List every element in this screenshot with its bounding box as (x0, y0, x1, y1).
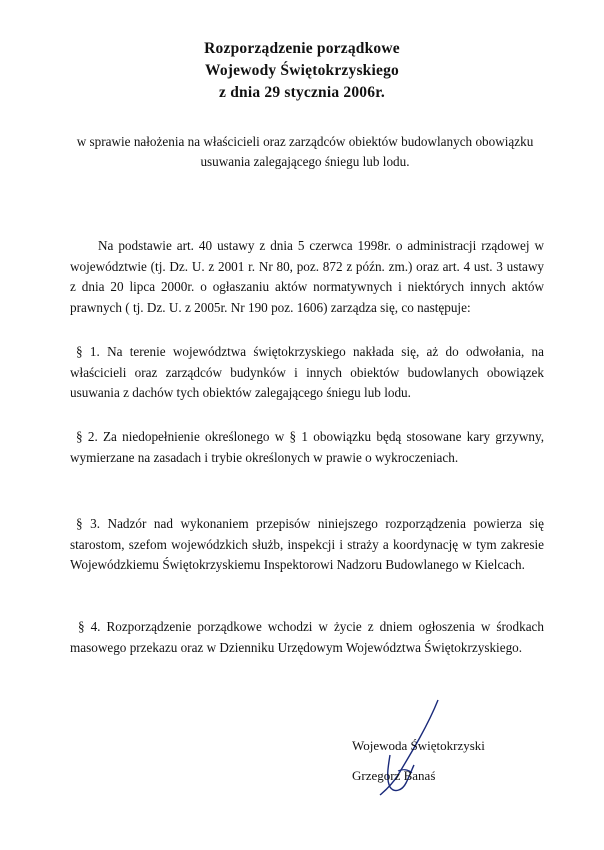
document-title-line-3: z dnia 29 stycznia 2006r. (219, 84, 385, 101)
paragraph-3: § 3. Nadzór nad wykonaniem przepisów niniejszego rozporządzenia powierza się starostom, szefom wojewódzkich służb, inspekcji i straży a koordynację w tym zakresie Wojewódzkiemu Świętokrzyskiemu Inspektorowi Nadzoru Budowlanego w Kielcach. (70, 516, 544, 572)
document-title-line-2: Wojewody Świętokrzyskiego (204, 62, 399, 79)
paragraph-4: § 4. Rozporządzenie porządkowe wchodzi w życie z dniem ogłoszenia w środkach masowego przekazu oraz w Dzienniku Urzędowym Województwa Świętokrzyskiego. (70, 619, 544, 655)
paragraph-2: § 2. Za niedopełnienie określonego w § 1 obowiązku będą stosowane kary grzywny, wymierzane na zasadach i trybie określonych w prawie o wykroczeniach. (70, 429, 544, 465)
document-subject: w sprawie nałożenia na właścicieli oraz zarządców obiektów budowlanych obowiązku usuwania zalegającego śniegu lub lodu. (76, 134, 534, 169)
signatory-title: Wojewoda Świętokrzyski (352, 738, 485, 753)
signatory-name: Grzegorz Banaś (352, 768, 436, 783)
paragraph-1: § 1. Na terenie województwa świętokrzyskiego nakłada się, aż do odwołania, na właścicieli oraz zarządców budynków i innych obiektów budowlanych obowiązek usuwania z dachów tych obiektów zalegającego śniegu lub lodu. (70, 344, 544, 400)
preamble-paragraph: Na podstawie art. 40 ustawy z dnia 5 czerwca 1998r. o administracji rządowej w województwie (tj. Dz. U. z 2001 r. Nr 80, poz. 872 z późn. zm.) oraz art. 4 ust. 3 ustawy z dnia 20 lipca 2000r. o ogłaszaniu aktów normatywnych i niektórych innych aktów prawnych ( tj. Dz. U. z 2005r. Nr 190 poz. 1606) zarządza się, co następuje: (70, 238, 544, 315)
document-title-line-1: Rozporządzenie porządkowe (204, 40, 400, 57)
